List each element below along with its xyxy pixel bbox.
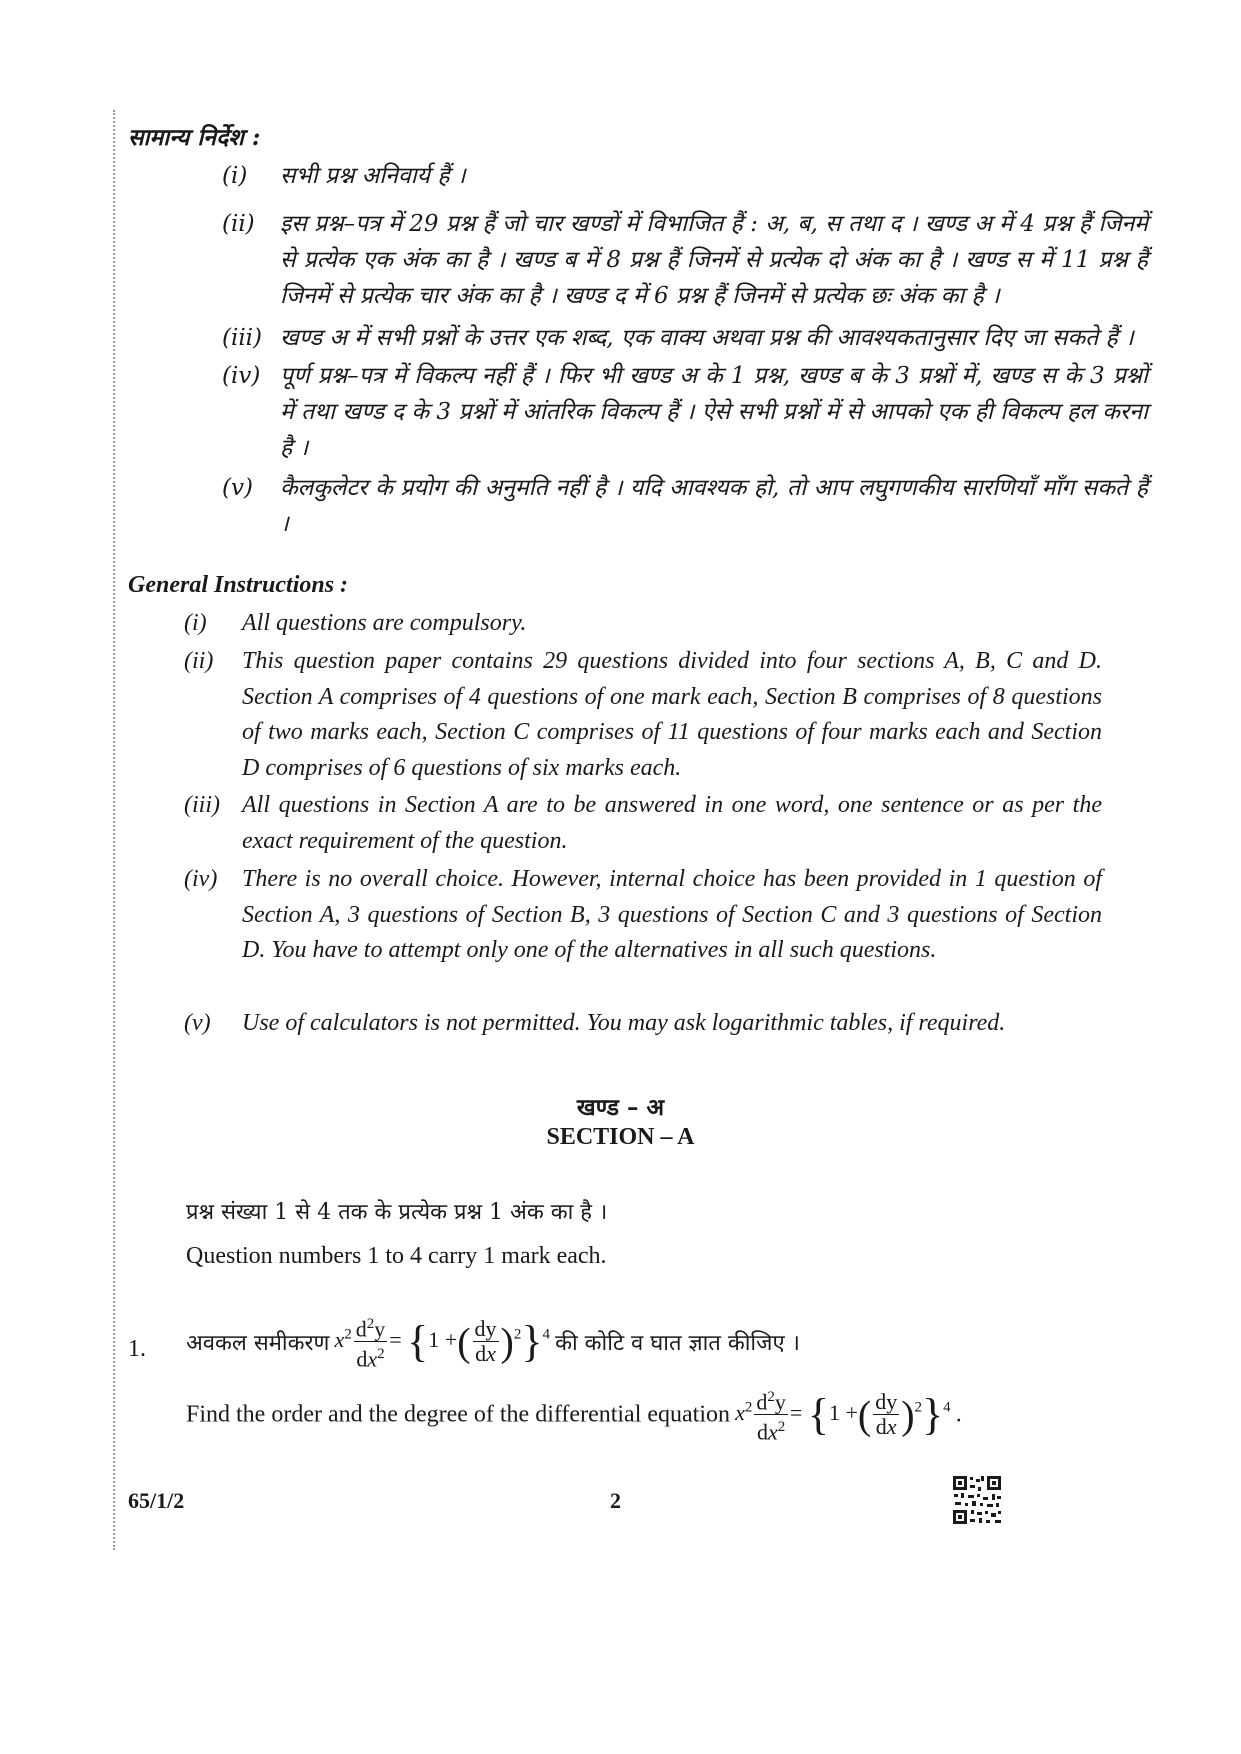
question-1-english-prefix: Find the order and the degree of the differential equation (186, 1401, 731, 1428)
question-1-hindi (186, 1312, 800, 1388)
hindi-item-number: (iv) (222, 363, 261, 389)
hindi-item-number: (iii) (222, 325, 263, 351)
paper-code: 65/1/2 (128, 1488, 185, 1513)
question-1-hindi-prefix: अवकल समीकरण (186, 1330, 330, 1356)
qr-code-icon (952, 1475, 1002, 1525)
section-hindi-note: प्रश्न संख्या 1 से 4 तक के प्रत्येक प्रश्न 1 अंक का है । (186, 1200, 608, 1225)
section-english-title: SECTION – A (546, 1124, 695, 1150)
english-item-number: (i) (184, 610, 207, 636)
hindi-item-number: (ii) (222, 211, 255, 237)
english-instructions-heading: General Instructions : (128, 572, 349, 598)
section-english-note: Question numbers 1 to 4 carry 1 mark each. (186, 1243, 607, 1269)
english-item-text: There is no overall choice. However, internal choice has been provided in 1 question of Section A, 3 questions of Section B, 3 questions of Section C and 3 questions of Section D. You have to attempt only one of the alternatives in all such questions. (242, 866, 1102, 963)
english-item-number: (iv) (184, 866, 218, 892)
question-1-english-suffix: . (955, 1401, 962, 1428)
english-item-text: All questions in Section A are to be answered in one word, one sentence or as per the exact requirement of the question. (242, 792, 1102, 854)
hindi-instructions-heading: सामान्य निर्देश : (128, 124, 261, 151)
margin-microtext-strip (113, 110, 117, 1550)
differential-equation-hindi: $x^2$ $\frac{d^2y}{dx^2}$ = {1 +( $\frac{dy}{dx}$ )$^2$}$^4$ (334, 1312, 550, 1372)
english-item-text: All questions are compulsory. (242, 610, 527, 636)
hindi-item-text: इस प्रश्न–पत्र में 29 प्रश्न हैं जो चार खण्डों में विभाजित हैं : अ, ब, स तथा द । खण्ड अ में 4 प्रश्न हैं जिनमें से प्रत्येक एक अंक का है । खण्ड ब में 8 प्रश्न हैं जिनमें से प्रत्येक दो अंक का है । खण्ड स में 11 प्रश्न हैं जिनमें से प्रत्येक चार अंक का है । खण्ड द में 6 प्रश्न हैं जिनमें से प्रत्येक छः अंक का है । (280, 211, 1148, 309)
english-item-number: (v) (184, 1010, 211, 1036)
page-number: 2 (610, 1488, 621, 1513)
hindi-item-number: (v) (222, 475, 253, 501)
question-1-hindi-suffix: की कोटि व घात ज्ञात कीजिए । (555, 1330, 800, 1356)
hindi-item-number: (i) (222, 163, 248, 189)
hindi-item-text: सभी प्रश्न अनिवार्य हैं । (280, 163, 466, 189)
question-1-english (186, 1385, 962, 1461)
section-hindi-title: खण्ड – अ (576, 1094, 665, 1121)
hindi-item-text: कैलकुलेटर के प्रयोग की अनुमति नहीं है । यदि आवश्यक हो, तो आप लघुगणकीय सारणियाँ माँग सकते हैं । (280, 475, 1148, 537)
english-item-text: Use of calculators is not permitted. You may ask logarithmic tables, if required. (242, 1010, 1006, 1036)
hindi-item-text: खण्ड अ में सभी प्रश्नों के उत्तर एक शब्द, एक वाक्य अथवा प्रश्न की आवश्यकतानुसार दिए जा सकते हैं । (280, 325, 1134, 351)
differential-equation-english: $x^2$ $\frac{d^2y}{dx^2}$ = {1 +( $\frac{dy}{dx}$ )$^2$}$^4$ (735, 1385, 951, 1445)
english-item-number: (ii) (184, 648, 214, 674)
english-item-number: (iii) (184, 792, 220, 818)
question-1-number: 1. (128, 1336, 146, 1362)
hindi-item-text: पूर्ण प्रश्न–पत्र में विकल्प नहीं हैं । फिर भी खण्ड अ के 1 प्रश्न, खण्ड ब के 3 प्रश्नों में, खण्ड स के 3 प्रश्नों में तथा खण्ड द के 3 प्रश्नों में आंतरिक विकल्प हैं । ऐसे सभी प्रश्नों में से आपको एक ही विकल्प हल करना है । (280, 363, 1148, 461)
english-item-text: This question paper contains 29 questions divided into four sections A, B, C and D. Section A comprises of 4 questions of one mark each, Section B comprises of 8 questions of two marks each, Section C comprises of 11 questions of four marks each and Section D comprises of 6 questions of six marks each. (242, 648, 1102, 781)
